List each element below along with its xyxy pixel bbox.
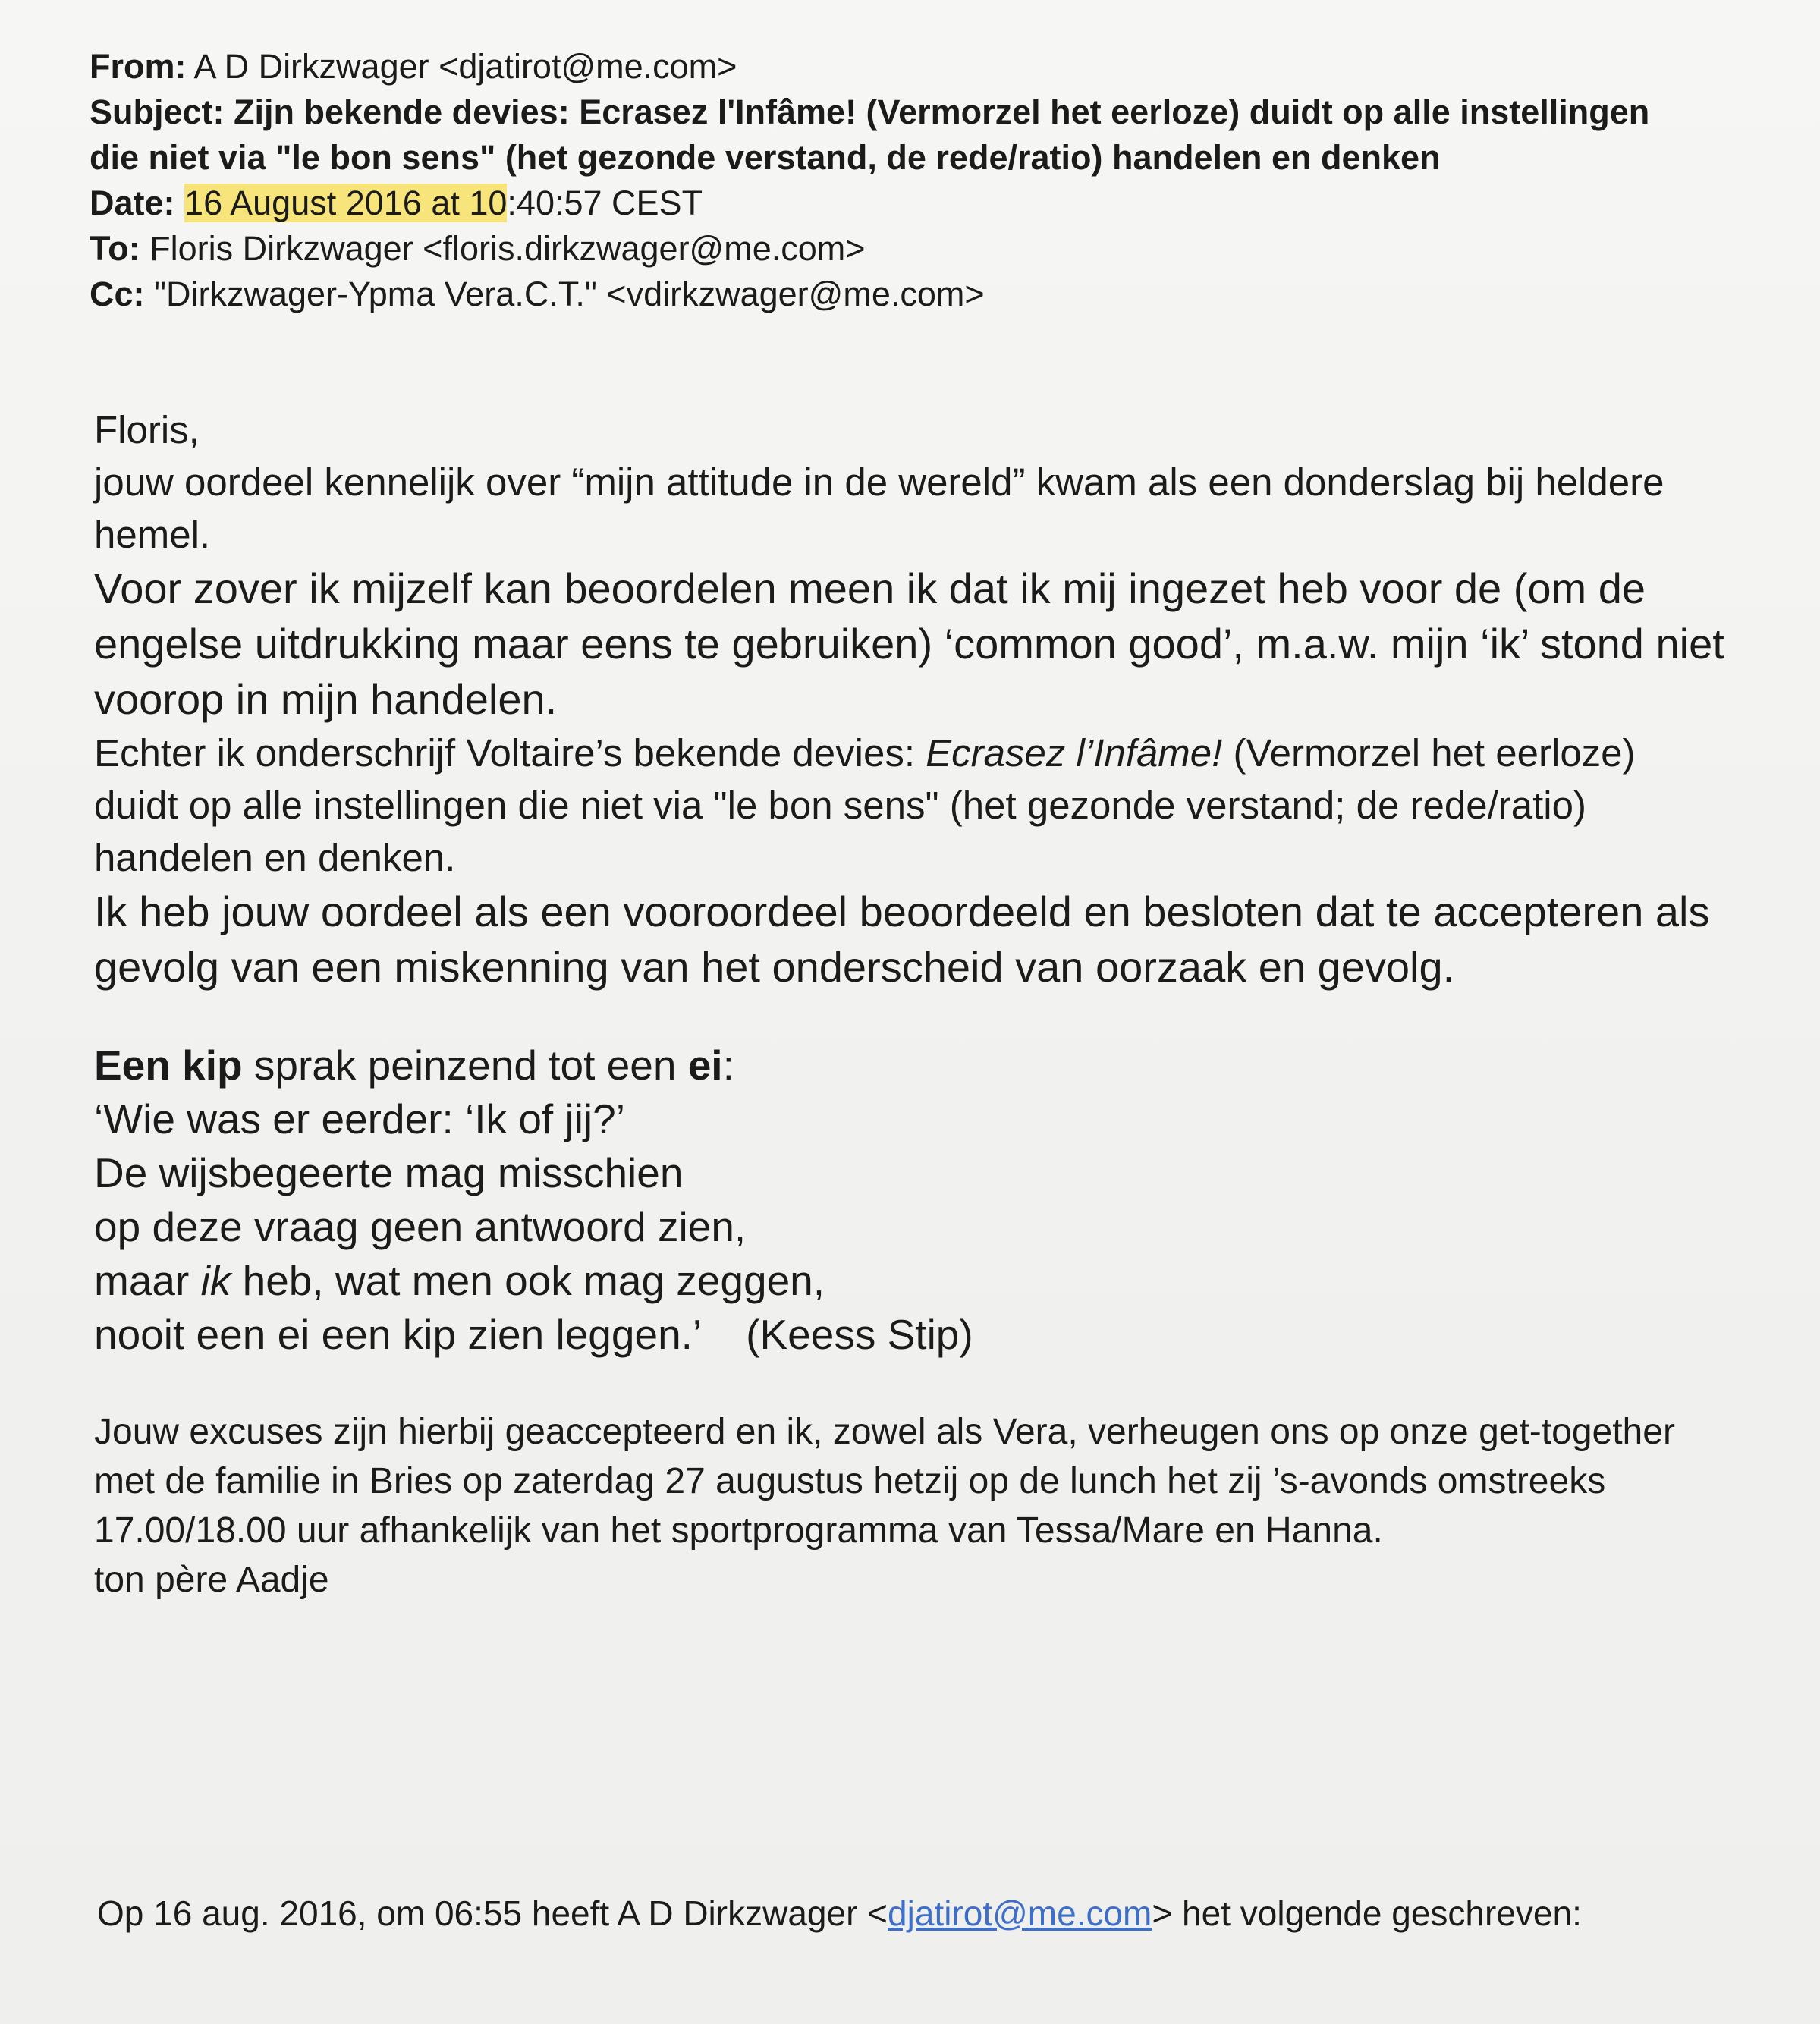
poem bbox=[94, 1039, 1725, 1362]
from-line bbox=[90, 44, 1698, 90]
spacer bbox=[94, 1362, 1725, 1407]
body-paragraph-2: Voor zover ik mijzelf kan beoordelen meen ik dat ik mij ingezet heb voor de (om de engelse uitdrukking maar eens te gebruiken) ‘common good’, m.a.w. mijn ‘ik’ stond niet voorop in mijn handelen. bbox=[94, 564, 1724, 723]
poem-author: (Keess Stip) bbox=[746, 1311, 973, 1358]
quote-email-link[interactable]: djatirot@me.com bbox=[888, 1894, 1152, 1933]
poem-line-6 bbox=[94, 1308, 1725, 1362]
to-label: To: bbox=[90, 229, 140, 268]
poem-line-1 bbox=[94, 1039, 1725, 1092]
closing-paragraph: Jouw excuses zijn hierbij geaccepteerd en ik, zowel als Vera, verheugen ons op onze get-together met de familie in Bries op zaterdag 27 augustus hetzij op de lunch het zij ’s-avonds omstreeks 17.00/18.00 uur afhankelijk van het sportprogramma van Tessa/Mare en Hanna. bbox=[94, 1412, 1675, 1551]
poem-bold-kip: Een kip bbox=[94, 1042, 243, 1089]
poem-line-5-end: heb, wat men ook mag zeggen, bbox=[231, 1257, 825, 1304]
poem-line-2: ‘Wie was er eerder: ‘Ik of jij?’ bbox=[94, 1095, 625, 1142]
to-line bbox=[90, 226, 1698, 272]
closing bbox=[94, 1407, 1725, 1604]
p3-end: (Vermorzel het eerloze) duidt op alle instellingen die niet via "le bon sens" (het gezonde verstand; de rede/ratio) handelen en denken. bbox=[94, 731, 1636, 879]
poem-line-5 bbox=[94, 1254, 1725, 1308]
poem-line-4: op deze vraag geen antwoord zien, bbox=[94, 1203, 747, 1250]
p3-start: Echter ik onderschrijf Voltaire’s bekende devies: bbox=[94, 731, 926, 775]
poem-line-1-mid: sprak peinzend tot een bbox=[242, 1042, 688, 1089]
signature: ton père Aadje bbox=[94, 1560, 329, 1600]
date-line bbox=[90, 181, 1698, 226]
poem-line-3: De wijsbegeerte mag misschien bbox=[94, 1149, 684, 1196]
poem-line-6-text: nooit een ei een kip zien leggen.’ bbox=[94, 1311, 703, 1358]
quote-suffix: > het volgende geschreven: bbox=[1152, 1894, 1582, 1933]
spacer bbox=[94, 995, 1725, 1039]
subject-value: Zijn bekende devies: Ecrasez l'Infâme! (Vermorzel het eerloze) duidt op alle instellingen die niet via "le bon sens" (het gezonde verstand, de rede/ratio) handelen en denken bbox=[90, 93, 1650, 177]
to-value: Floris Dirkzwager <floris.dirkzwager@me.com> bbox=[149, 229, 866, 268]
poem-italic-ik: ik bbox=[200, 1257, 231, 1304]
from-value: A D Dirkzwager <djatirot@me.com> bbox=[193, 47, 737, 86]
cc-value: "Dirkzwager-Ypma Vera.C.T." <vdirkzwager@me.com> bbox=[154, 275, 985, 313]
body-paragraph-1: jouw oordeel kennelijk over “mijn attitude in de wereld” kwam als een donderslag bij heldere hemel. bbox=[94, 460, 1664, 556]
date-rest: :40:57 CEST bbox=[507, 184, 703, 222]
greeting: Floris, bbox=[94, 408, 200, 451]
cc-label: Cc: bbox=[90, 275, 145, 313]
date-label: Date: bbox=[90, 184, 175, 222]
p3-italic: Ecrasez l’Infâme! bbox=[926, 731, 1223, 775]
poem-line-1-end: : bbox=[722, 1042, 734, 1089]
email-headers bbox=[90, 44, 1698, 317]
date-highlighted: 16 August 2016 at 10 bbox=[184, 184, 508, 222]
subject-line bbox=[90, 90, 1698, 181]
cc-line bbox=[90, 272, 1698, 317]
quote-prefix: Op 16 aug. 2016, om 06:55 heeft A D Dirkzwager < bbox=[97, 1894, 888, 1933]
from-label: From: bbox=[90, 47, 187, 86]
body-paragraph-3 bbox=[94, 727, 1725, 884]
email-body bbox=[94, 404, 1725, 1604]
body-paragraph-4: Ik heb jouw oordeel als een vooroordeel beoordeeld en besloten dat te accepteren als gevolg van een miskenning van het onderscheid van oorzaak en gevolg. bbox=[94, 888, 1710, 991]
poem-bold-ei: ei bbox=[687, 1042, 723, 1089]
quoted-reply-header bbox=[97, 1890, 1728, 1936]
poem-line-5-start: maar bbox=[94, 1257, 201, 1304]
subject-label: Subject: bbox=[90, 93, 225, 131]
